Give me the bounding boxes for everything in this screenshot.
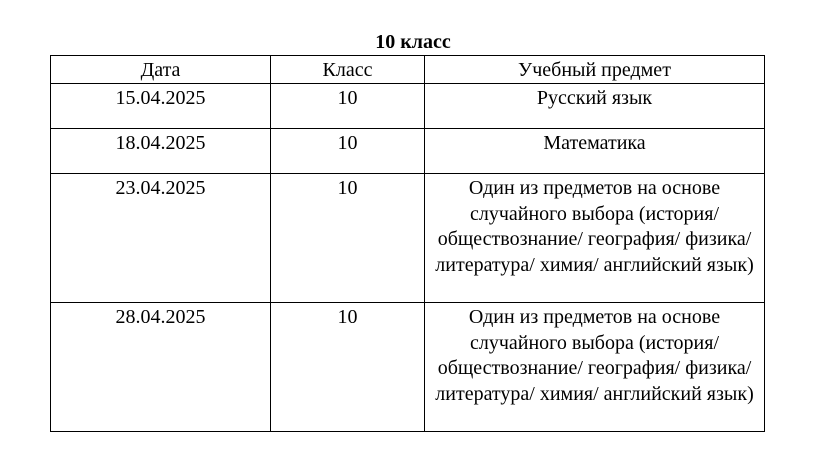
cell-subject: Математика: [425, 129, 765, 174]
cell-class: 10: [271, 129, 425, 174]
cell-class: 10: [271, 303, 425, 432]
table-row: [51, 174, 765, 303]
schedule-table: [50, 55, 765, 432]
header-subject: Учебный предмет: [425, 56, 765, 84]
cell-subject: Один из предметов на основе случайного выбора (история/ обществознание/ география/ физика/ литература/ химия/ английский язык): [425, 174, 765, 303]
cell-class: 10: [271, 84, 425, 129]
table-header-row: [51, 56, 765, 84]
cell-date: 15.04.2025: [51, 84, 271, 129]
cell-subject: Один из предметов на основе случайного выбора (история/ обществознание/ география/ физика/ литература/ химия/ английский язык): [425, 303, 765, 432]
table-row: [51, 129, 765, 174]
header-class: Класс: [271, 56, 425, 84]
cell-class: 10: [271, 174, 425, 303]
table-row: [51, 303, 765, 432]
cell-subject: Русский язык: [425, 84, 765, 129]
header-date: Дата: [51, 56, 271, 84]
cell-date: 18.04.2025: [51, 129, 271, 174]
table-row: [51, 84, 765, 129]
cell-date: 28.04.2025: [51, 303, 271, 432]
cell-date: 23.04.2025: [51, 174, 271, 303]
page-title: 10 класс: [375, 31, 451, 53]
